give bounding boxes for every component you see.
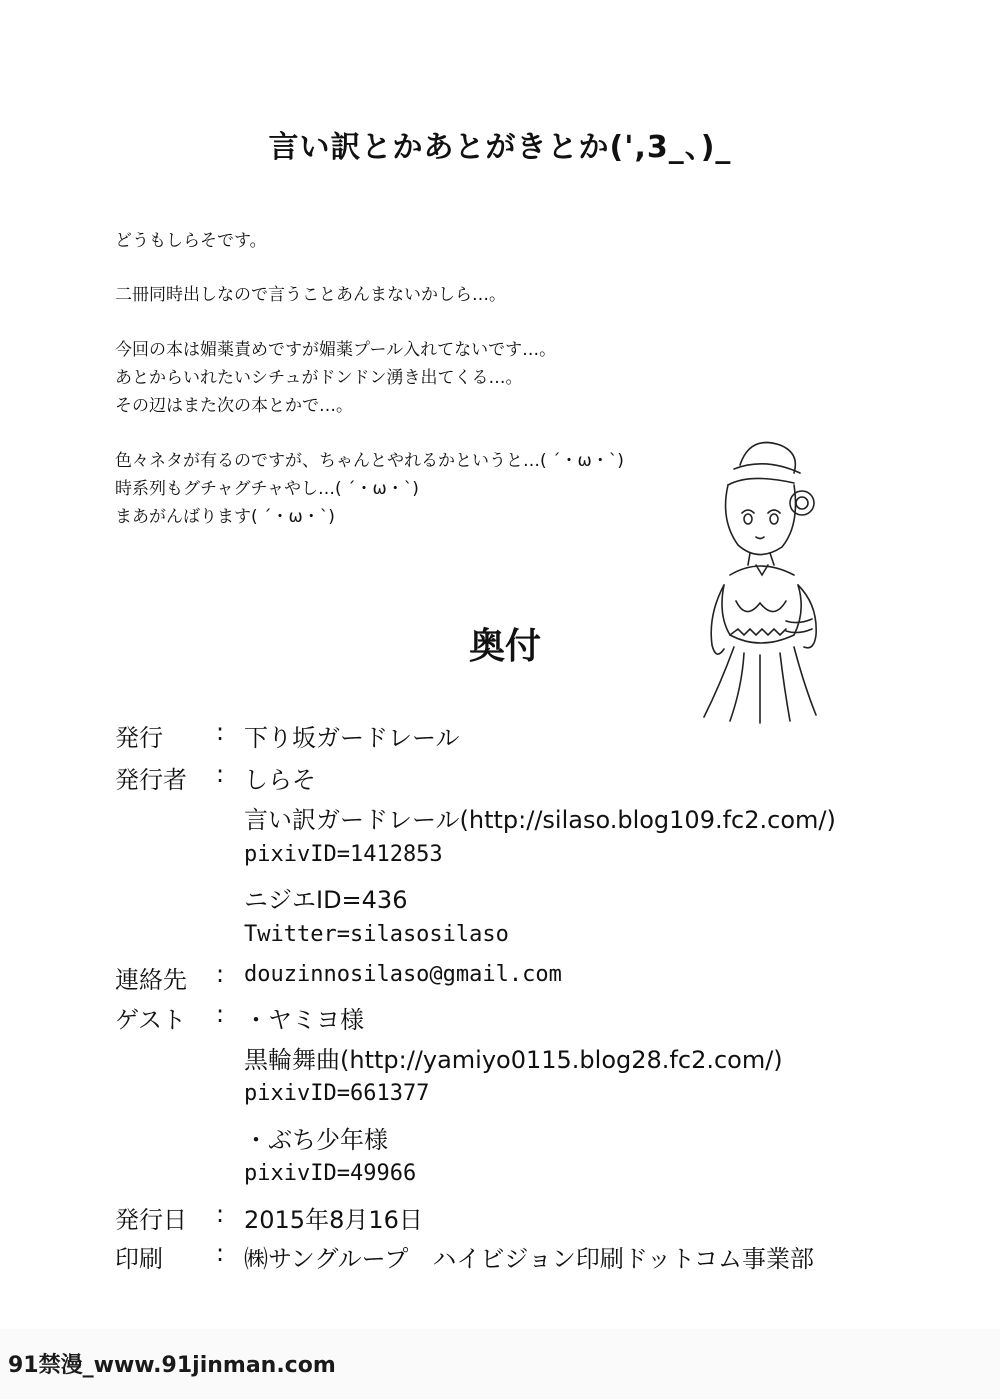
date-label: 発行日 <box>115 1206 187 1234</box>
guest1-name: ・ヤミヨ様 <box>244 1006 364 1034</box>
date-value: 2015年8月16日 <box>244 1206 423 1234</box>
guest1-pixiv: pixivID=661377 <box>244 1081 430 1106</box>
contact-value: douzinnosilaso@gmail.com <box>244 962 562 987</box>
afterword-line: まあがんばります( ´・ω・`) <box>115 507 335 527</box>
afterword-line: 二冊同時出しなので言うことあんまないかしら…。 <box>115 285 506 305</box>
colophon-heading: 奥付 <box>468 626 541 667</box>
watermark: 91禁漫_www.91jinman.com <box>8 1353 336 1378</box>
colon: : <box>216 1000 225 1028</box>
author-nijie: ニジエID=436 <box>244 886 408 914</box>
guest2-name: ・ぶち少年様 <box>244 1126 388 1154</box>
contact-label: 連絡先 <box>115 966 187 994</box>
character-illustration-icon <box>690 425 830 725</box>
printer-label: 印刷 <box>115 1245 163 1273</box>
colon: : <box>216 760 225 788</box>
afterword-line: その辺はまた次の本とかで…。 <box>115 396 353 416</box>
guest1-site: 黒輪舞曲(http://yamiyo0115.blog28.fc2.com/) <box>244 1046 783 1074</box>
afterword-line: 時系列もグチャグチャやし…( ´・ω・`) <box>115 479 419 499</box>
printer-value: ㈱サングループ ハイビジョン印刷ドットコム事業部 <box>244 1245 814 1273</box>
afterword-line: どうもしらそです。 <box>115 231 267 251</box>
afterword-line: あとからいれたいシチュがドンドン湧き出てくる…。 <box>115 368 523 388</box>
guest-label: ゲスト <box>115 1006 187 1034</box>
author-twitter: Twitter=silasosilaso <box>244 922 509 947</box>
author-label: 発行者 <box>115 766 187 794</box>
afterword-title: 言い訳とかあとがきとか(',3_、)_ <box>268 130 732 165</box>
author-pixiv: pixivID=1412853 <box>244 842 443 867</box>
afterword-line: 色々ネタが有るのですが、ちゃんとやれるかというと…( ´・ω・`) <box>115 451 624 471</box>
author-site: 言い訳ガードレール(http://silaso.blog109.fc2.com/) <box>244 806 836 834</box>
colon: : <box>216 960 225 988</box>
publisher-value: 下り坂ガードレール <box>244 724 460 752</box>
guest2-pixiv: pixivID=49966 <box>244 1161 417 1186</box>
publisher-label: 発行 <box>115 724 163 752</box>
afterword-line: 今回の本は媚薬責めですが媚薬プール入れてないです…。 <box>115 340 557 360</box>
colon: : <box>216 718 225 746</box>
colon: : <box>216 1200 225 1228</box>
colon: : <box>216 1239 225 1267</box>
author-value: しらそ <box>244 766 316 794</box>
